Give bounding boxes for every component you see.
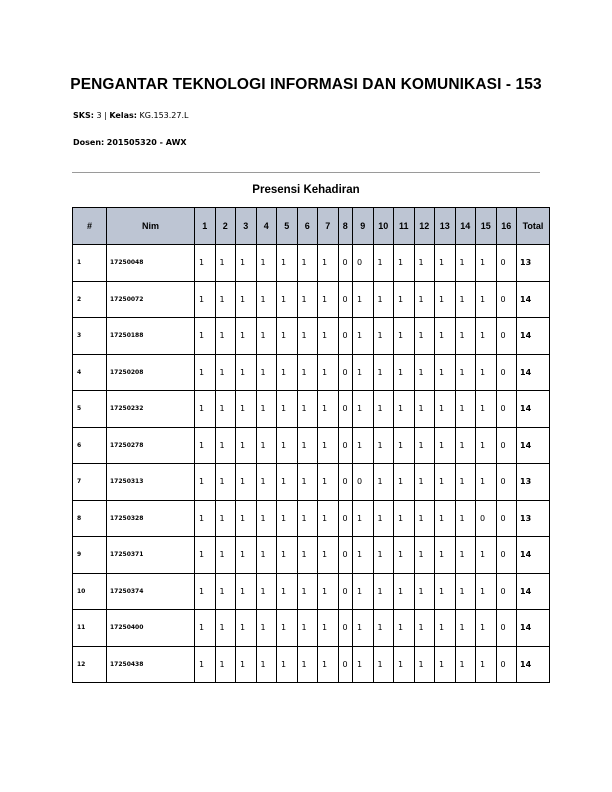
session-cell: 1 <box>195 573 216 610</box>
table-row <box>73 391 550 428</box>
header-session-12: 12 <box>414 208 435 245</box>
session-cell: 0 <box>338 500 353 537</box>
session-cell: 1 <box>435 318 456 355</box>
session-cell: 1 <box>215 500 236 537</box>
session-cell: 1 <box>256 610 277 647</box>
header-session-4: 4 <box>256 208 277 245</box>
session-cell: 1 <box>414 354 435 391</box>
session-cell: 1 <box>353 500 374 537</box>
row-number: 8 <box>73 500 107 537</box>
total-cell: 14 <box>517 318 550 355</box>
kelas-label: Kelas: <box>109 111 137 120</box>
table-row <box>73 573 550 610</box>
session-cell: 1 <box>414 573 435 610</box>
session-cell: 1 <box>318 354 339 391</box>
session-cell: 1 <box>455 318 476 355</box>
session-cell: 1 <box>195 318 216 355</box>
attendance-table <box>72 207 550 683</box>
student-nim: 17250072 <box>107 281 195 318</box>
session-cell: 0 <box>496 318 517 355</box>
header-session-10: 10 <box>373 208 394 245</box>
session-cell: 1 <box>455 610 476 647</box>
student-nim: 17250371 <box>107 537 195 574</box>
student-nim: 17250374 <box>107 573 195 610</box>
table-row <box>73 646 550 683</box>
session-cell: 1 <box>373 245 394 282</box>
session-cell: 1 <box>277 354 298 391</box>
session-cell: 0 <box>353 245 374 282</box>
session-cell: 1 <box>297 537 318 574</box>
session-cell: 1 <box>476 245 497 282</box>
total-cell: 14 <box>517 281 550 318</box>
row-number: 12 <box>73 646 107 683</box>
student-nim: 17250438 <box>107 646 195 683</box>
session-cell: 0 <box>338 354 353 391</box>
session-cell: 0 <box>496 464 517 501</box>
total-cell: 13 <box>517 245 550 282</box>
session-cell: 1 <box>318 427 339 464</box>
session-cell: 1 <box>435 354 456 391</box>
header-session-9: 9 <box>353 208 374 245</box>
header-session-2: 2 <box>215 208 236 245</box>
row-number: 3 <box>73 318 107 355</box>
total-cell: 14 <box>517 646 550 683</box>
session-cell: 1 <box>476 354 497 391</box>
header-session-13: 13 <box>435 208 456 245</box>
header-session-16: 16 <box>496 208 517 245</box>
session-cell: 1 <box>394 573 415 610</box>
session-cell: 1 <box>353 391 374 428</box>
session-cell: 1 <box>318 318 339 355</box>
session-cell: 0 <box>338 537 353 574</box>
session-cell: 1 <box>435 573 456 610</box>
session-cell: 1 <box>373 610 394 647</box>
session-cell: 0 <box>496 391 517 428</box>
session-cell: 1 <box>394 500 415 537</box>
student-nim: 17250188 <box>107 318 195 355</box>
row-number: 6 <box>73 427 107 464</box>
session-cell: 1 <box>435 427 456 464</box>
session-cell: 1 <box>318 537 339 574</box>
session-cell: 0 <box>338 646 353 683</box>
sks-value: 3 <box>96 111 102 120</box>
row-number: 2 <box>73 281 107 318</box>
session-cell: 1 <box>373 464 394 501</box>
table-row <box>73 610 550 647</box>
session-cell: 1 <box>455 245 476 282</box>
session-cell: 1 <box>394 464 415 501</box>
total-cell: 14 <box>517 573 550 610</box>
session-cell: 1 <box>297 500 318 537</box>
header-session-8: 8 <box>338 208 353 245</box>
row-number: 10 <box>73 573 107 610</box>
session-cell: 1 <box>476 646 497 683</box>
session-cell: 1 <box>435 610 456 647</box>
session-cell: 1 <box>215 391 236 428</box>
header-session-14: 14 <box>455 208 476 245</box>
session-cell: 0 <box>338 573 353 610</box>
section-title: Presensi Kehadiran <box>252 184 360 196</box>
session-cell: 1 <box>215 354 236 391</box>
session-cell: 1 <box>256 500 277 537</box>
session-cell: 1 <box>455 354 476 391</box>
table-row <box>73 427 550 464</box>
session-cell: 1 <box>236 610 257 647</box>
row-number: 9 <box>73 537 107 574</box>
session-cell: 1 <box>256 646 277 683</box>
session-cell: 1 <box>215 610 236 647</box>
course-info-line <box>73 111 188 120</box>
student-nim: 17250278 <box>107 427 195 464</box>
student-nim: 17250048 <box>107 245 195 282</box>
session-cell: 1 <box>414 646 435 683</box>
session-cell: 1 <box>277 464 298 501</box>
session-cell: 1 <box>318 245 339 282</box>
session-cell: 1 <box>373 391 394 428</box>
session-cell: 1 <box>256 573 277 610</box>
row-number: 1 <box>73 245 107 282</box>
session-cell: 1 <box>236 354 257 391</box>
total-cell: 14 <box>517 354 550 391</box>
session-cell: 1 <box>297 464 318 501</box>
student-nim: 17250313 <box>107 464 195 501</box>
session-cell: 1 <box>394 646 415 683</box>
session-cell: 1 <box>476 318 497 355</box>
session-cell: 1 <box>215 573 236 610</box>
session-cell: 0 <box>496 427 517 464</box>
session-cell: 0 <box>496 245 517 282</box>
session-cell: 1 <box>435 245 456 282</box>
header-total: Total <box>517 208 550 245</box>
session-cell: 1 <box>195 427 216 464</box>
session-cell: 1 <box>195 391 216 428</box>
session-cell: 1 <box>256 537 277 574</box>
session-cell: 1 <box>373 281 394 318</box>
session-cell: 0 <box>338 427 353 464</box>
header-session-11: 11 <box>394 208 415 245</box>
session-cell: 1 <box>195 500 216 537</box>
session-cell: 1 <box>297 610 318 647</box>
session-cell: 1 <box>236 537 257 574</box>
header-number: # <box>73 208 107 245</box>
session-cell: 1 <box>297 281 318 318</box>
row-number: 11 <box>73 610 107 647</box>
session-cell: 1 <box>455 281 476 318</box>
session-cell: 1 <box>318 610 339 647</box>
total-cell: 13 <box>517 500 550 537</box>
session-cell: 1 <box>455 573 476 610</box>
session-cell: 1 <box>373 537 394 574</box>
session-cell: 1 <box>195 646 216 683</box>
header-nim: Nim <box>107 208 195 245</box>
header-session-15: 15 <box>476 208 497 245</box>
session-cell: 1 <box>455 464 476 501</box>
session-cell: 0 <box>496 573 517 610</box>
session-cell: 1 <box>353 281 374 318</box>
meta-separator: | <box>104 111 107 120</box>
session-cell: 1 <box>435 281 456 318</box>
session-cell: 1 <box>277 427 298 464</box>
table-row <box>73 500 550 537</box>
session-cell: 1 <box>297 245 318 282</box>
session-cell: 1 <box>435 464 456 501</box>
session-cell: 1 <box>373 354 394 391</box>
table-header-row <box>73 208 550 245</box>
session-cell: 0 <box>338 318 353 355</box>
table-row <box>73 354 550 391</box>
session-cell: 0 <box>496 646 517 683</box>
session-cell: 1 <box>195 610 216 647</box>
session-cell: 1 <box>215 537 236 574</box>
session-cell: 1 <box>277 281 298 318</box>
session-cell: 1 <box>215 318 236 355</box>
session-cell: 1 <box>414 245 435 282</box>
session-cell: 0 <box>496 610 517 647</box>
session-cell: 1 <box>414 391 435 428</box>
session-cell: 1 <box>455 500 476 537</box>
session-cell: 1 <box>236 281 257 318</box>
session-cell: 1 <box>277 537 298 574</box>
session-cell: 1 <box>297 573 318 610</box>
total-cell: 14 <box>517 427 550 464</box>
dosen-value: 201505320 - AWX <box>106 138 187 147</box>
header-session-3: 3 <box>236 208 257 245</box>
session-cell: 1 <box>256 245 277 282</box>
session-cell: 1 <box>236 245 257 282</box>
session-cell: 1 <box>277 500 298 537</box>
student-nim: 17250328 <box>107 500 195 537</box>
total-cell: 14 <box>517 391 550 428</box>
session-cell: 1 <box>414 610 435 647</box>
session-cell: 1 <box>353 427 374 464</box>
session-cell: 1 <box>297 391 318 428</box>
session-cell: 1 <box>455 537 476 574</box>
session-cell: 0 <box>338 245 353 282</box>
header-session-5: 5 <box>277 208 298 245</box>
session-cell: 1 <box>256 281 277 318</box>
session-cell: 1 <box>394 391 415 428</box>
session-cell: 1 <box>394 537 415 574</box>
session-cell: 1 <box>353 573 374 610</box>
session-cell: 0 <box>338 391 353 428</box>
session-cell: 1 <box>256 391 277 428</box>
header-session-1: 1 <box>195 208 216 245</box>
session-cell: 1 <box>353 354 374 391</box>
session-cell: 0 <box>353 464 374 501</box>
session-cell: 1 <box>373 427 394 464</box>
session-cell: 0 <box>496 537 517 574</box>
session-cell: 1 <box>455 427 476 464</box>
session-cell: 1 <box>195 245 216 282</box>
session-cell: 0 <box>496 354 517 391</box>
session-cell: 1 <box>394 354 415 391</box>
session-cell: 1 <box>476 427 497 464</box>
session-cell: 1 <box>318 281 339 318</box>
session-cell: 1 <box>353 646 374 683</box>
session-cell: 1 <box>414 500 435 537</box>
session-cell: 1 <box>435 537 456 574</box>
header-session-7: 7 <box>318 208 339 245</box>
session-cell: 1 <box>435 500 456 537</box>
session-cell: 1 <box>318 500 339 537</box>
session-cell: 1 <box>195 464 216 501</box>
session-cell: 0 <box>338 464 353 501</box>
session-cell: 1 <box>435 391 456 428</box>
sks-label: SKS: <box>73 111 94 120</box>
total-cell: 13 <box>517 464 550 501</box>
session-cell: 0 <box>496 281 517 318</box>
session-cell: 1 <box>394 427 415 464</box>
session-cell: 0 <box>338 281 353 318</box>
session-cell: 1 <box>195 281 216 318</box>
session-cell: 1 <box>414 427 435 464</box>
session-cell: 1 <box>215 281 236 318</box>
divider <box>72 172 540 173</box>
session-cell: 1 <box>277 391 298 428</box>
kelas-value: KG.153.27.L <box>139 111 189 120</box>
session-cell: 0 <box>476 500 497 537</box>
session-cell: 1 <box>476 464 497 501</box>
session-cell: 1 <box>318 391 339 428</box>
dosen-label: Dosen: <box>73 138 105 147</box>
header-session-6: 6 <box>297 208 318 245</box>
session-cell: 1 <box>215 245 236 282</box>
session-cell: 1 <box>236 318 257 355</box>
session-cell: 1 <box>256 464 277 501</box>
session-cell: 1 <box>195 354 216 391</box>
session-cell: 1 <box>414 318 435 355</box>
session-cell: 1 <box>236 427 257 464</box>
session-cell: 1 <box>297 318 318 355</box>
session-cell: 1 <box>373 318 394 355</box>
session-cell: 1 <box>476 281 497 318</box>
session-cell: 1 <box>394 610 415 647</box>
session-cell: 1 <box>277 573 298 610</box>
session-cell: 1 <box>373 573 394 610</box>
table-row <box>73 537 550 574</box>
session-cell: 1 <box>277 318 298 355</box>
session-cell: 1 <box>414 537 435 574</box>
table-row <box>73 318 550 355</box>
table-row <box>73 245 550 282</box>
session-cell: 1 <box>236 464 257 501</box>
session-cell: 1 <box>297 646 318 683</box>
session-cell: 1 <box>435 646 456 683</box>
session-cell: 1 <box>236 391 257 428</box>
student-nim: 17250400 <box>107 610 195 647</box>
page-title: PENGANTAR TEKNOLOGI INFORMASI DAN KOMUNIKASI - 153 <box>70 76 542 93</box>
session-cell: 1 <box>455 391 476 428</box>
session-cell: 1 <box>215 646 236 683</box>
student-nim: 17250208 <box>107 354 195 391</box>
lecturer-info-line <box>73 138 187 147</box>
session-cell: 1 <box>236 573 257 610</box>
total-cell: 14 <box>517 537 550 574</box>
session-cell: 1 <box>297 427 318 464</box>
session-cell: 1 <box>318 646 339 683</box>
table-body <box>73 245 550 683</box>
session-cell: 1 <box>195 537 216 574</box>
session-cell: 1 <box>318 573 339 610</box>
session-cell: 1 <box>373 500 394 537</box>
session-cell: 1 <box>476 391 497 428</box>
session-cell: 1 <box>215 464 236 501</box>
session-cell: 1 <box>256 318 277 355</box>
session-cell: 1 <box>297 354 318 391</box>
session-cell: 1 <box>373 646 394 683</box>
session-cell: 1 <box>476 573 497 610</box>
session-cell: 1 <box>277 646 298 683</box>
session-cell: 1 <box>256 427 277 464</box>
session-cell: 1 <box>236 500 257 537</box>
session-cell: 1 <box>256 354 277 391</box>
session-cell: 1 <box>476 537 497 574</box>
row-number: 4 <box>73 354 107 391</box>
session-cell: 1 <box>394 318 415 355</box>
session-cell: 1 <box>476 610 497 647</box>
table-row <box>73 281 550 318</box>
session-cell: 1 <box>414 464 435 501</box>
session-cell: 0 <box>496 500 517 537</box>
session-cell: 1 <box>277 245 298 282</box>
session-cell: 1 <box>353 318 374 355</box>
student-nim: 17250232 <box>107 391 195 428</box>
session-cell: 1 <box>318 464 339 501</box>
session-cell: 1 <box>236 646 257 683</box>
table-row <box>73 464 550 501</box>
session-cell: 1 <box>277 610 298 647</box>
session-cell: 1 <box>353 537 374 574</box>
session-cell: 1 <box>394 245 415 282</box>
total-cell: 14 <box>517 610 550 647</box>
session-cell: 1 <box>353 610 374 647</box>
row-number: 5 <box>73 391 107 428</box>
session-cell: 1 <box>414 281 435 318</box>
session-cell: 1 <box>455 646 476 683</box>
session-cell: 1 <box>394 281 415 318</box>
session-cell: 0 <box>338 610 353 647</box>
row-number: 7 <box>73 464 107 501</box>
session-cell: 1 <box>215 427 236 464</box>
